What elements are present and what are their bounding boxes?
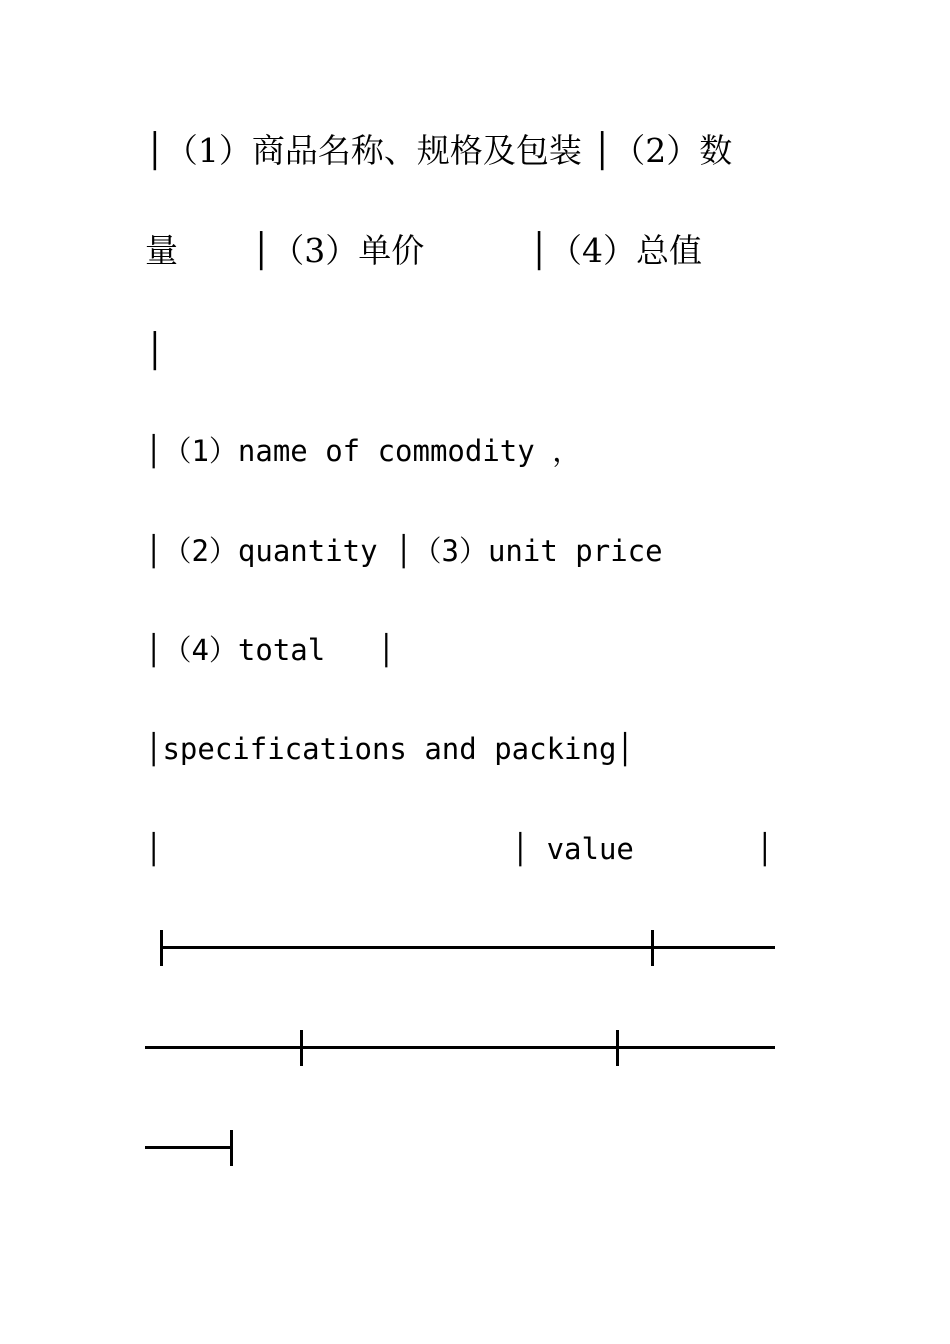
- separator-rule-1: [160, 946, 775, 949]
- separator-right-edge: [230, 1130, 233, 1166]
- separator-cross-2: [300, 1030, 303, 1066]
- table-header-line-1: │（1）商品名称、规格及包装 │（2）数: [145, 131, 733, 170]
- table-header-line-8: │ │ value │: [145, 832, 774, 866]
- separator-rule-2: [145, 1046, 775, 1049]
- table-header-line-7: │specifications and packing│: [145, 732, 634, 766]
- separator-cross-3: [616, 1030, 619, 1066]
- table-header-line-5: │（2）quantity │（3）unit price: [145, 534, 663, 568]
- table-header-line-4: │（1）name of commodity ，: [145, 434, 582, 468]
- separator-cross-1: [651, 930, 654, 966]
- table-header-line-3: │: [145, 331, 165, 370]
- separator-rule-3: [145, 1146, 233, 1149]
- table-header-line-6: │（4）total │: [145, 633, 396, 667]
- table-header-line-2: 量 │（3）单价 │（4）总值: [145, 231, 703, 270]
